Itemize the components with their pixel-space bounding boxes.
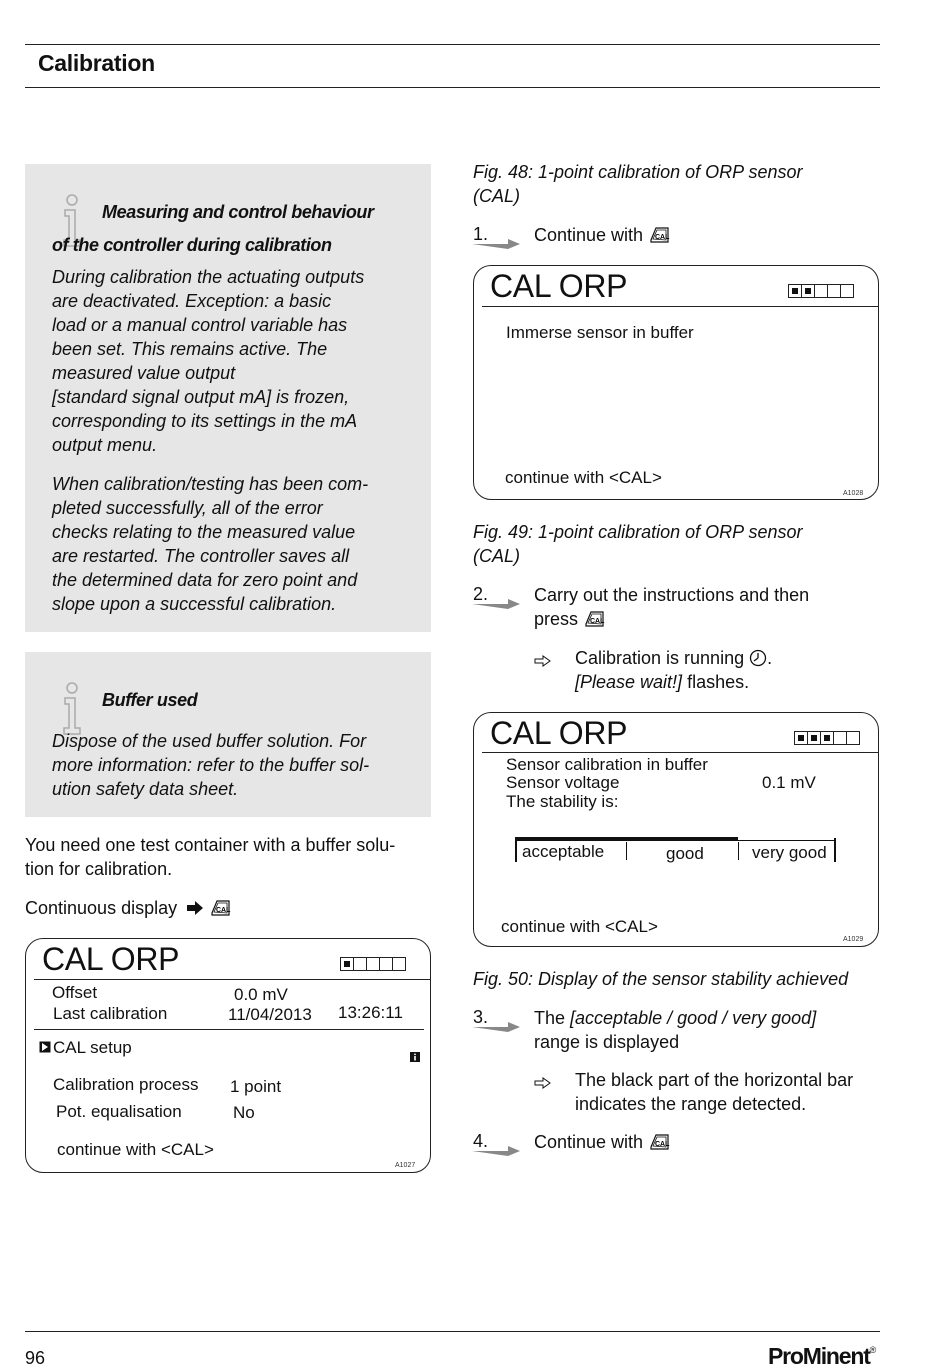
page-number: 96 (25, 1348, 46, 1368)
figure-id: A1029 (843, 936, 864, 943)
note-buffer-used (25, 652, 431, 817)
progress-indicator (788, 284, 853, 298)
figure-id: A1028 (843, 490, 864, 497)
lcd-title-rule (34, 979, 430, 980)
svg-text:CAL: CAL (216, 907, 231, 914)
sensor-calibration-text: Sensor calibration in buffer (506, 755, 708, 774)
page-title: Calibration (38, 50, 155, 76)
step-2-text: Carry out the instructions and then press CAL (534, 585, 810, 629)
cal-key-icon (583, 608, 605, 628)
offset-value: 0.0 mV (234, 985, 288, 1004)
stability-label: The stability is: (506, 792, 619, 811)
lcd-section-rule (34, 1029, 424, 1030)
setup-arrow-icon (39, 1041, 51, 1053)
offset-label: Offset (52, 983, 98, 1002)
progress-box (820, 731, 834, 745)
progress-box (807, 731, 821, 745)
result-arrow-icon (534, 1077, 551, 1089)
bar-divider (834, 838, 836, 862)
stability-bar-base (515, 840, 836, 841)
header-top-rule (25, 44, 880, 45)
cal-setup-label: CAL setup (53, 1038, 132, 1057)
step-4-number: 4. (473, 1131, 489, 1151)
progress-box (353, 957, 367, 971)
bar-divider (738, 842, 739, 860)
progress-box (788, 284, 802, 298)
bar-label-very-good: very good (752, 843, 827, 862)
figure-id: A1027 (395, 1162, 416, 1169)
calibration-process-value: 1 point (230, 1077, 282, 1096)
lcd-title: CAL ORP (490, 268, 628, 304)
step-3-text: The [acceptable / good / very good] range is displayed (534, 1008, 817, 1052)
result-arrow-icon (534, 655, 551, 667)
immerse-sensor-text: Immerse sensor in buffer (506, 323, 694, 342)
progress-box (801, 284, 815, 298)
step-4-text: Continue with CAL (534, 1132, 670, 1152)
step-arrow-icon (472, 1016, 522, 1032)
figure-50-caption: Fig. 50: Display of the sensor stability achieved (473, 969, 849, 989)
step-3-number: 3. (473, 1007, 489, 1027)
prominent-logo: ProMinent® (768, 1343, 877, 1369)
progress-box (392, 957, 406, 971)
cal-key-icon (209, 897, 231, 917)
progress-box (814, 284, 828, 298)
svg-text:CAL: CAL (655, 1141, 670, 1148)
progress-indicator (794, 731, 859, 745)
progress-box (833, 731, 847, 745)
step-1-number: 1. (473, 224, 489, 244)
lcd-continuous-display (25, 938, 431, 1173)
step-3-result: The black part of the horizontal bar indicates the range detected. (575, 1070, 854, 1114)
lcd-title: CAL ORP (42, 941, 180, 977)
bar-label-acceptable: acceptable (522, 842, 605, 861)
continue-with-cal: continue with <CAL> (505, 468, 662, 487)
cal-key-icon (648, 1131, 670, 1151)
sensor-voltage-label: Sensor voltage (506, 773, 620, 792)
lcd-sensor-stability (473, 712, 879, 947)
pot-equalisation-label: Pot. equalisation (56, 1102, 182, 1121)
continue-with-cal: continue with <CAL> (57, 1140, 214, 1159)
note-title-line1: Measuring and control behaviour (102, 202, 374, 222)
pot-equalisation-value: No (233, 1103, 255, 1122)
figure-49-caption: Fig. 49: 1-point calibration of ORP sensor (CAL) (473, 522, 803, 566)
test-container-text: You need one test container with a buffer solu- tion for calibration. (25, 835, 396, 879)
progress-box (840, 284, 854, 298)
last-calibration-time: 13:26:11 (338, 1003, 403, 1022)
info-badge-icon (410, 1052, 420, 1062)
cal-key-icon (648, 224, 670, 244)
step-arrow-icon (472, 233, 522, 249)
last-calibration-date: 11/04/2013 (228, 1005, 312, 1024)
progress-box (846, 731, 860, 745)
progress-box (379, 957, 393, 971)
stability-bar (514, 834, 836, 864)
step-2-result: Calibration is running . [Please wait!] flashes. (575, 648, 773, 692)
svg-text:CAL: CAL (655, 234, 670, 241)
bar-label-good: good (666, 844, 704, 863)
note-title: Buffer used (102, 690, 198, 710)
step-arrow-icon (472, 593, 522, 609)
figure-48-caption: Fig. 48: 1-point calibration of ORP sensor (CAL) (473, 162, 803, 206)
note-body: Dispose of the used buffer solution. For more information: refer to the buffer sol- ution safety data sheet. (52, 731, 370, 799)
arrow-right-icon (186, 900, 204, 916)
step-2-number: 2. (473, 584, 489, 604)
lcd-title-rule (482, 306, 878, 307)
progress-indicator (340, 957, 405, 971)
progress-box (827, 284, 841, 298)
svg-text:CAL: CAL (590, 618, 605, 625)
lcd-title-rule (482, 752, 878, 753)
continue-with-cal: continue with <CAL> (501, 917, 658, 936)
note-paragraph-1: During calibration the actuating outputs are deactivated. Exception: a basic load or a manual control variable has been set. This remains active. The measured value output [standard signal output mA] is frozen, corresponding to its settings in the mA output menu. (52, 267, 365, 455)
calibration-process-label: Calibration process (53, 1075, 199, 1094)
info-icon (59, 682, 85, 736)
bar-divider (515, 838, 517, 862)
progress-box (794, 731, 808, 745)
last-calibration-label: Last calibration (53, 1004, 168, 1023)
note-title-line2: of the controller during calibration (52, 235, 332, 255)
step-arrow-icon (472, 1140, 522, 1156)
note-paragraph-2: When calibration/testing has been com- pleted successfully, all of the error checks relating to the measured value are restarted. The controller saves all the determined data for zero point and slope upon a successful calibration. (52, 474, 369, 614)
lcd-title: CAL ORP (490, 715, 628, 751)
progress-box (366, 957, 380, 971)
sensor-voltage-value: 0.1 mV (762, 773, 816, 792)
progress-box (340, 957, 354, 971)
bar-divider (626, 842, 627, 860)
continuous-display-line (25, 896, 231, 920)
footer-rule (25, 1331, 880, 1332)
note-calibration-behaviour (25, 164, 431, 632)
lcd-immerse-sensor (473, 265, 879, 500)
clock-icon (749, 649, 767, 667)
header-bottom-rule (25, 87, 880, 88)
continuous-display-label: Continuous display (25, 898, 178, 918)
step-1-text: Continue with CAL (534, 225, 670, 245)
